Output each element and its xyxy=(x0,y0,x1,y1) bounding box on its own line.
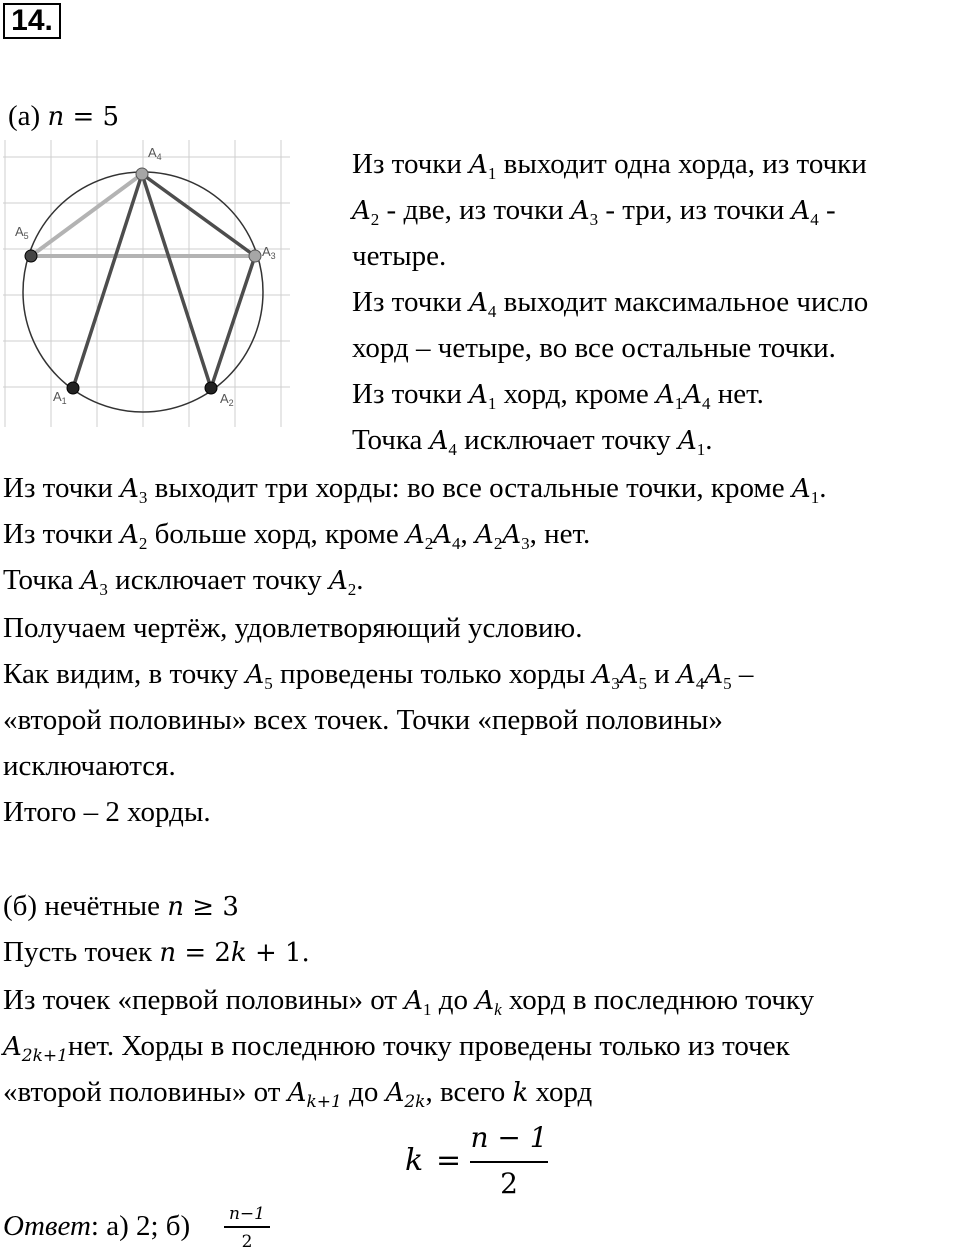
text-line: Из точки $A_3$ выходит три хорды: во все остальные точки, кроме $A_1$. xyxy=(3,472,827,507)
problem-number: 14. xyxy=(3,3,61,39)
answer-fraction-denominator: 2 xyxy=(241,1232,253,1252)
text-line: «второй половины» от $A_{k+1}$ до $A_{2k}$, всего k хорд xyxy=(3,1076,593,1112)
text-line: четыре. xyxy=(352,240,447,272)
label-a1: $A_1$ xyxy=(53,389,67,406)
text-line: Как видим, в точку $A_5$ проведены только хорды $A_3A_5$ и $A_4A_5$ – xyxy=(3,658,754,693)
formula-k: k xyxy=(405,1143,424,1178)
text-line: $A_2$ - две, из точки $A_3$ - три, из точки $A_4$ - xyxy=(352,194,836,229)
point-a1 xyxy=(67,382,79,394)
label-a3: $A_3$ xyxy=(262,244,276,261)
formula-denominator: 2 xyxy=(500,1167,518,1200)
label-a2: $A_2$ xyxy=(220,391,234,408)
point-a2 xyxy=(205,382,217,394)
text-line: Из точек «первой половины» от $A_1$ до $A_k$ хорд в последнюю точку xyxy=(3,984,815,1019)
point-a5 xyxy=(25,250,37,262)
chord-a2a3 xyxy=(211,256,255,388)
text-line: Получаем чертёж, удовлетворяющий условию. xyxy=(3,612,583,644)
point-a3 xyxy=(249,250,261,262)
chord-a1a4 xyxy=(73,174,142,388)
text-line: Из точки $A_4$ выходит максимальное число xyxy=(352,286,869,321)
formula-numerator: n − 1 xyxy=(470,1121,548,1154)
text-line: $A_{2k+1}нет$. Хорды в последнюю точку проведены только из точек xyxy=(3,1030,790,1066)
point-a4 xyxy=(136,168,148,180)
answer-fraction-bar xyxy=(224,1226,270,1228)
part-b-heading: (б) нечётные n ≥ 3 xyxy=(3,890,239,922)
text-line: исключаются. xyxy=(3,750,176,782)
formula-eq: = xyxy=(436,1143,462,1178)
text-line: Из точки $A_1$ выходит одна хорда, из точки xyxy=(352,148,867,183)
answer-fraction-numerator: n−1 xyxy=(228,1204,265,1224)
answer-line: Ответ: а) 2; б) xyxy=(3,1210,191,1242)
text-line: Итого – 2 хорды. xyxy=(3,796,211,828)
pentagon-chord-figure xyxy=(3,140,290,427)
label-a4: $A_4$ xyxy=(148,145,162,162)
text-line: Из точки $A_1$ хорд, кроме $A_1A_4$ нет. xyxy=(352,378,764,413)
text-line: Из точки $A_2$ больше хорд, кроме $A_2A_4$, $A_2A_3$, нет. xyxy=(3,518,591,553)
chord-a2a4 xyxy=(142,174,211,388)
text-line: хорд – четыре, во все остальные точки. xyxy=(352,332,836,364)
text-line: «второй половины» всех точек. Точки «первой половины» xyxy=(3,704,723,736)
part-a-heading: (а) n = 5 xyxy=(8,100,120,132)
formula-fraction-bar xyxy=(470,1161,548,1163)
text-line: Точка $A_3$ исключает точку $A_2$. xyxy=(3,564,364,599)
text-line: Пусть точек n = 2k + 1. xyxy=(3,936,310,968)
text-line: Точка $A_4$ исключает точку $A_1$. xyxy=(352,424,713,459)
label-a5: $A_5$ xyxy=(15,224,29,241)
